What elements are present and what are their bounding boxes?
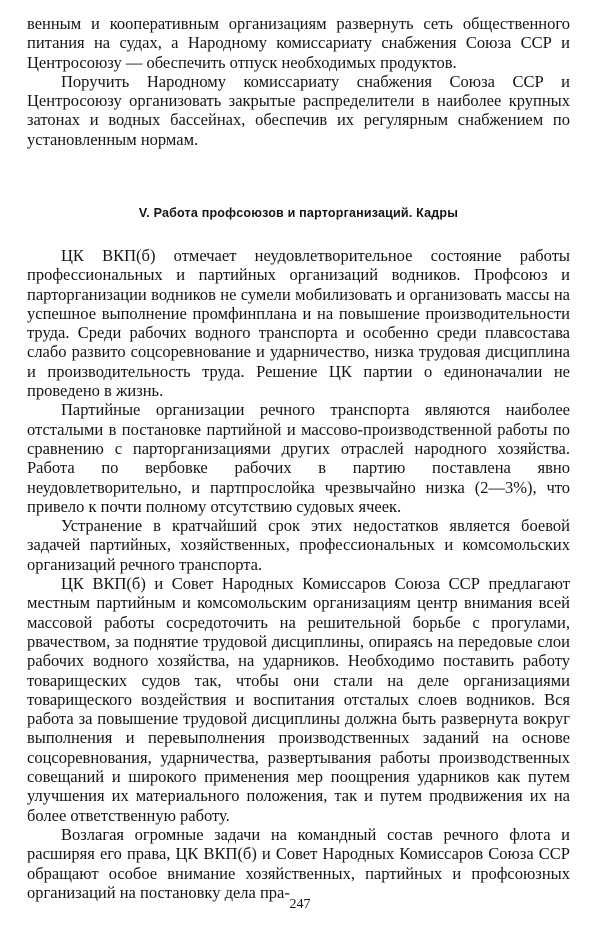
paragraph-command-staff: Возлагая огромные задачи на командный состав речного флота и расширяя его права, ЦК ВКП(б) и Совет Народных Комиссаров Союза ССР обращают особое внимание хозяйственных, партийных и профсоюзных организаций на постановку дела пра-: [27, 824, 570, 902]
paragraph-continuation: венным и кооперативным организациям развернуть сеть общественного питания на судах, а Народному комиссариату снабжения Союза ССР и Центросоюзу — обеспечить отпуск необходимых продуктов.: [27, 14, 570, 72]
top-text-block: [27, 14, 570, 149]
section-heading: V. Работа профсоюзов и парторганизаций. Кадры: [138, 206, 459, 220]
paragraph-labor-discipline: ЦК ВКП(б) и Совет Народных Комиссаров Союза ССР предлагают местным партийным и комсомольским организациям центр внимания всей массовой работы сосредоточить на решительной борьбе с прогулами, рвачеством, за поднятие трудовой дисциплины, опираясь на передовые слои рабочих водного хозяйства, на ударников. Необходимо поставить работу товарищеских судов так, чтобы они стали на деле организациями товарищеского воздействия и воспитания отсталых слоев водников. Вся работа за повышение трудовой дисциплины должна быть развернута вокруг выполнения и перевыполнения производственных заданий на основе соцсоревнования, ударничества, развертывания работы производственных совещаний и широкого применения мер поощрения ударников как путем улучшения их материального положения, так и путем продвижения их на более ответственную работу.: [27, 574, 570, 825]
paragraph-party-organizations: Партийные организации речного транспорта являются наиболее отсталыми в постановке партийной и массово-производственной работы по сравнению с парторганизациями других отраслей народного хозяйства. Работа по вербовке рабочих в партию поставлена явно неудовлетворительно, и партпрослойка чрезвычайно низка (2—3%), что привело к почти полному отсутствию судовых ячеек.: [27, 400, 570, 516]
page-number: 247: [289, 897, 311, 912]
paragraph-elimination: Устранение в кратчайший срок этих недостатков является боевой задачей партийных, хозяйственных, профессиональных и комсомольских организаций речного транспорта.: [27, 516, 570, 574]
paragraph-distributors: Поручить Народному комиссариату снабжения Союза ССР и Центросоюзу организовать закрытые распределители в наиболее крупных затонах и водных бассейнах, обеспечив их регулярным снабжением по установленным нормам.: [27, 71, 570, 149]
section-text-block: [27, 246, 570, 902]
paragraph-unsatisfactory-work: ЦК ВКП(б) отмечает неудовлетворительное состояние работы профессиональных и партийных организаций водников. Профсоюз и парторганизации водников не сумели мобилизовать и организовать массы на успешное выполнение промфинплана и на повышение производительности труда. Среди рабочих водного транспорта и особенно среди плавсостава слабо развито соцсоревнование и ударничество, низка трудовая дисциплина и производительность труда. Решение ЦК партии о единоначалии не проведено в жизнь.: [27, 246, 570, 401]
